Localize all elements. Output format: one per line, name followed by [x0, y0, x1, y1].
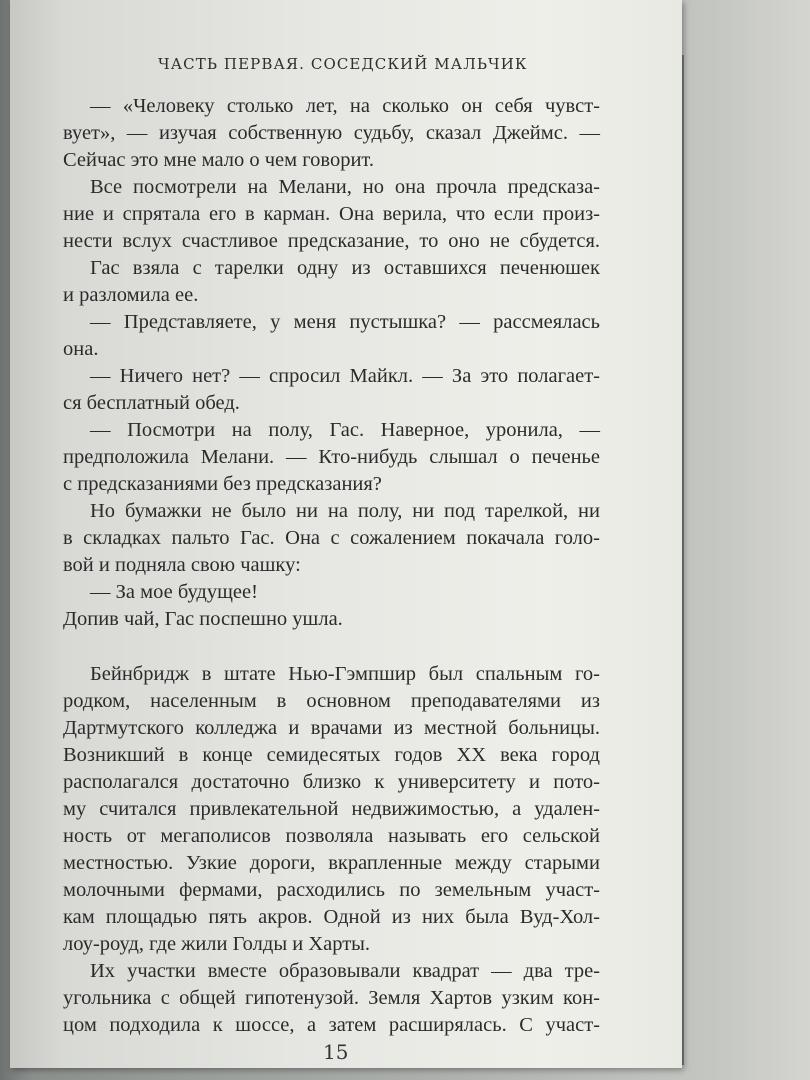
text-line: — «Человеку столько лет, на сколько он себя чувст- [90, 95, 600, 117]
text-line: угольника с общей гипотенузой. Земля Хартов узким кон- [63, 987, 600, 1009]
text-line: предположила Мелани. — Кто-нибудь слышал о печенье [63, 446, 600, 468]
text-line: Возникший в конце семидесятых годов XX века город [63, 744, 600, 766]
text-line: Сейчас это мне мало о чем говорит. [63, 149, 374, 171]
text-line: местностью. Узкие дороги, вкрапленные между старыми [63, 852, 600, 874]
text-line: она. [63, 338, 99, 360]
text-line: Но бумажки не было ни на полу, ни под тарелкой, ни [90, 500, 600, 522]
text-line: Бейнбридж в штате Нью-Гэмпшир был спальным го- [90, 663, 600, 685]
page-number: 15 [323, 1040, 349, 1064]
text-line: — Посмотри на полу, Гас. Наверное, уронила, — [90, 419, 600, 441]
text-line: Их участки вместе образовывали квадрат — два тре- [90, 960, 600, 982]
text-line: му считался привлекательной недвижимостью, а удален- [63, 798, 600, 820]
text-line: — За мое будущее! [90, 581, 258, 603]
text-line: вой и подняла свою чашку: [63, 554, 301, 576]
text-line: располагался достаточно близко к университету и пото- [63, 771, 600, 793]
text-line: с предсказаниями без предсказания? [63, 473, 382, 495]
text-line: ние и спрятала его в карман. Она верила, что если произ- [63, 203, 600, 225]
text-line: вует», — изучая собственную судьбу, сказал Джеймс. — [63, 122, 600, 144]
text-line: ность от мегаполисов позволяла называть его сельской [63, 825, 600, 847]
text-line: лоу-роуд, где жили Голды и Харты. [63, 933, 371, 955]
text-line: цом подходила к шоссе, а затем расширялась. С участ- [63, 1014, 600, 1036]
text-line: родком, населенным в основном преподавателями из [63, 690, 600, 712]
text-line: Гас взяла с тарелки одну из оставшихся печенюшек [90, 257, 600, 279]
text-line: нести вслух счастливое предсказание, то оно не сбудется. [63, 230, 600, 252]
text-line: Допив чай, Гас поспешно ушла. [63, 608, 343, 630]
book-page [10, 0, 682, 1068]
text-line: Дартмутского колледжа и врачами из местной больницы. [63, 717, 600, 739]
text-line: и разломила ее. [63, 284, 199, 306]
running-header: ЧАСТЬ ПЕРВАЯ. СОСЕДСКИЙ МАЛЬЧИК [158, 55, 528, 73]
text-line: — Ничего нет? — спросил Майкл. — За это полагает- [90, 365, 600, 387]
text-line: молочными фермами, расходились по земельным участ- [63, 879, 600, 901]
text-line: ся бесплатный обед. [63, 392, 240, 414]
text-line: Все посмотрели на Мелани, но она прочла предсказа- [90, 176, 600, 198]
text-line: — Представляете, у меня пустышка? — рассмеялась [90, 311, 600, 333]
text-line: в складках пальто Гас. Она с сожалением покачала голо- [63, 527, 600, 549]
text-line: кам площадью пять акров. Одной из них была Вуд-Хол- [63, 906, 600, 928]
